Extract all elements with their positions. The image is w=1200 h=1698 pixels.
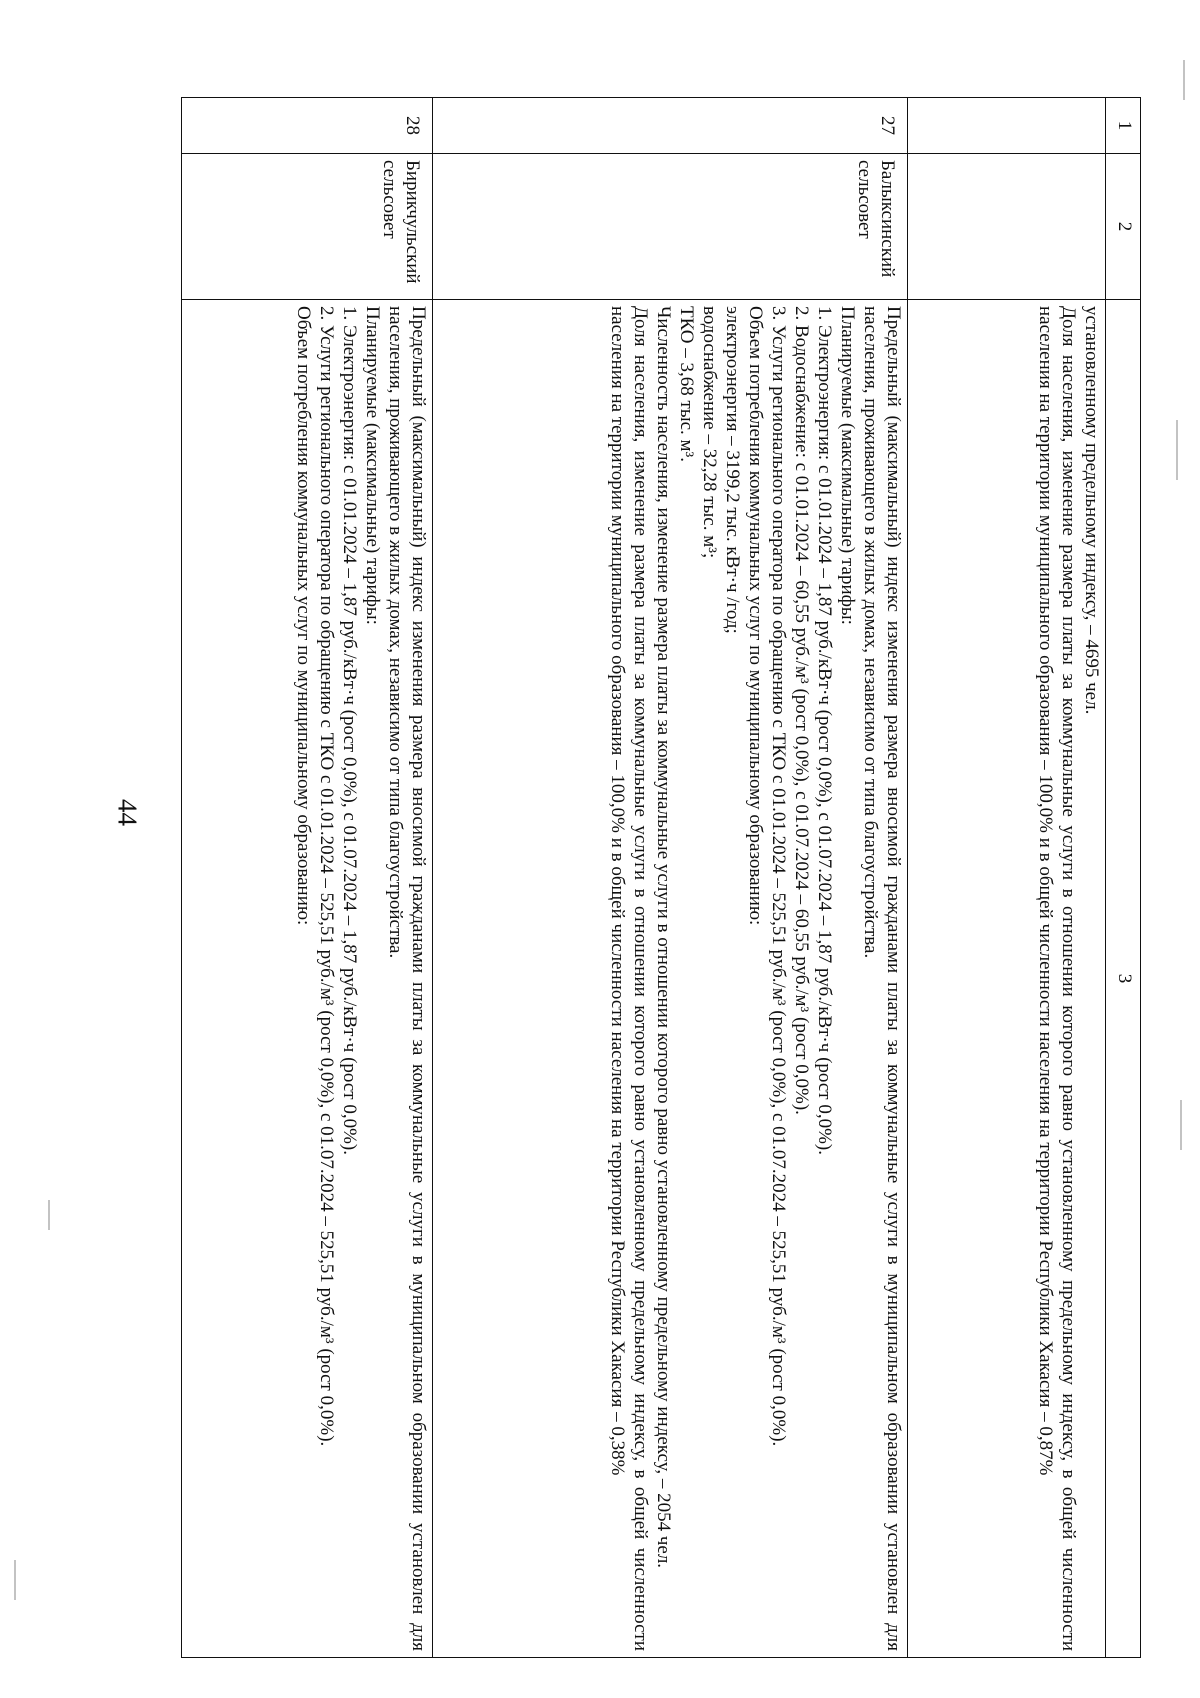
text-line: ТКО – 3,68 тыс. м³. — [676, 306, 697, 462]
row-number: 27 — [433, 98, 908, 154]
row-description — [908, 300, 1106, 1658]
scan-artifact — [48, 1200, 50, 1230]
page-number: 44 — [112, 799, 143, 826]
municipality-name — [908, 154, 1106, 300]
row-number: 28 — [182, 98, 433, 154]
column-header-1: 1 — [1106, 98, 1141, 154]
text-line: Численность населения, изменение размера платы за коммунальные услуги в отношении которого равно установленному предельному индексу, – 2054 чел. — [653, 306, 674, 1569]
text-line: Планируемые (максимальные) тарифы: — [362, 306, 383, 625]
table-header-row — [1106, 98, 1141, 1658]
text-line: электроэнергия – 3199,2 тыс. кВт·ч /год; — [722, 306, 743, 634]
text-line: 1. Электроэнергия: с 01.01.2024 – 1,87 руб./кВт·ч (рост 0,0%), с 01.07.2024 – 1,87 руб./кВт·ч (рост 0,0%). — [814, 306, 835, 1156]
municipality-name: Бирикчульский сельсовет — [182, 154, 433, 300]
rotated-page-content — [181, 97, 1141, 1658]
text-line: Планируемые (максимальные) тарифы: — [837, 306, 858, 625]
text-line: 1. Электроэнергия: с 01.01.2024 – 1,87 руб./кВт·ч (рост 0,0%), с 01.07.2024 – 1,87 руб./кВт·ч (рост 0,0%). — [339, 306, 360, 1156]
scan-artifact — [1180, 1100, 1182, 1150]
text-line: Доля населения, изменение размера платы за коммунальные услуги в отношении которого равно установленному предельному индексу, в общей численности населения на территории муниципального образования – 100,0% и в общей численности населения на территории Республики Хакасия – 0,38% — [607, 306, 651, 1651]
row-number — [908, 98, 1106, 154]
text-line: Объем потребления коммунальных услуг по муниципальному образованию: — [293, 306, 314, 926]
text-line: установленному предельному индексу, – 4695 чел. — [1081, 306, 1102, 715]
text-line: 2. Водоснабжение: с 01.01.2024 – 60,55 руб./м³ (рост 0,0%), с 01.07.2024 – 60,55 руб./м³ (рост 0,0%). — [791, 306, 812, 1115]
scan-artifact — [1176, 420, 1178, 480]
column-header-3: 3 — [1106, 300, 1141, 1658]
municipality-name: Балыксинский сельсовет — [433, 154, 908, 300]
text-line: Доля населения, изменение размера платы за коммунальные услуги в отношении которого равно установленному предельному индексу, в общей численности населения на территории муниципального образования – 100,0% и в общей численности населения на территории Республики Хакасия – 0,87% — [1035, 306, 1079, 1651]
tariff-table — [181, 97, 1141, 1658]
row-description — [433, 300, 908, 1658]
text-line: Предельный (максимальный) индекс изменения размера вносимой гражданами платы за коммунальные услуги в муниципальном образовании установлен для населения, проживающего в жилых домах, независимо от типа благоустройства. — [860, 306, 904, 1651]
column-header-2: 2 — [1106, 154, 1141, 300]
row-description — [182, 300, 433, 1658]
table-row — [182, 98, 433, 1658]
text-line: Объем потребления коммунальных услуг по муниципальному образованию: — [745, 306, 766, 926]
table-row — [908, 98, 1106, 1658]
text-line: 3. Услуги регионального оператора по обращению с ТКО с 01.01.2024 – 525,51 руб./м³ (рост 0,0%), с 01.07.2024 – 525,51 руб./м³ (рост 0,0%). — [768, 306, 789, 1447]
text-line: 2. Услуги регионального оператора по обращению с ТКО с 01.01.2024 – 525,51 руб./м³ (рост 0,0%), с 01.07.2024 – 525,51 руб./м³ (рост 0,0%). — [316, 306, 337, 1447]
scan-artifact — [1183, 60, 1185, 100]
text-line: водоснабжение – 32,28 тыс. м³; — [699, 306, 720, 559]
scan-artifact — [14, 1560, 16, 1600]
table-row — [433, 98, 908, 1658]
text-line: Предельный (максимальный) индекс изменения размера вносимой гражданами платы за коммунальные услуги в муниципальном образовании установлен для населения, проживающего в жилых домах, независимо от типа благоустройства. — [385, 306, 429, 1651]
